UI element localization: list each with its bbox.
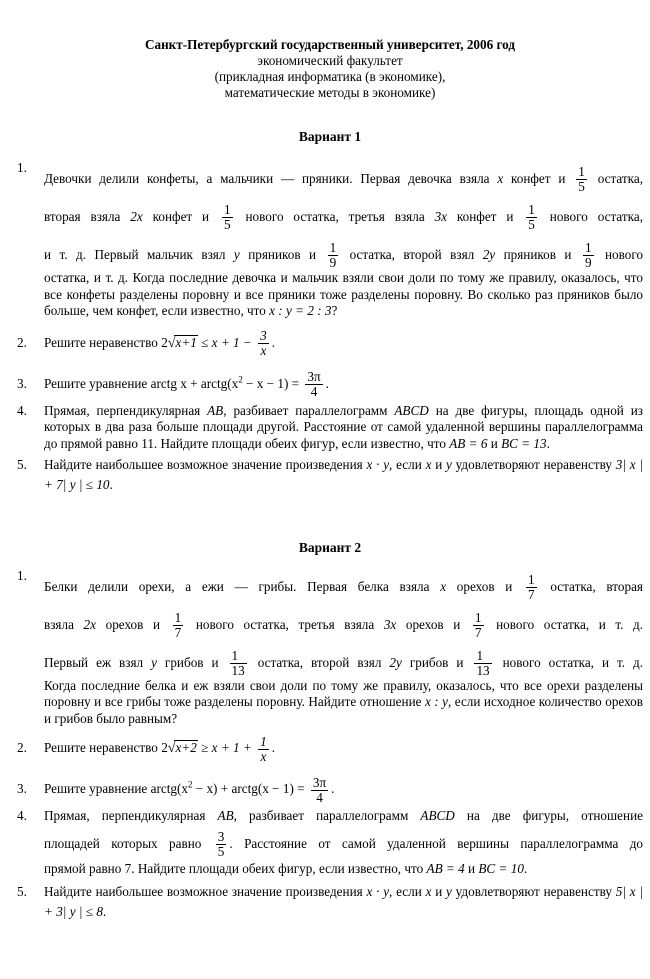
problem-number: 5. [17, 456, 27, 472]
var-y: y [151, 654, 157, 670]
condition: BC = 13 [501, 435, 547, 451]
problem-number: 4. [17, 402, 27, 418]
var-x: x [497, 171, 504, 186]
text: . [102, 903, 107, 919]
expr: 3x [434, 209, 448, 224]
problem-number: 2. [17, 334, 27, 350]
fraction: $\frac{3\pi}{4}$ [312, 774, 327, 805]
text: Решите неравенство [44, 740, 162, 756]
fraction: $\frac{1}{7}$ [174, 610, 182, 641]
var-y: y [446, 456, 452, 472]
text: Найдите наибольшее возможное значение произведения [44, 883, 367, 899]
expr: 2 [161, 740, 168, 756]
fraction: $\frac{1}{7}$ [528, 572, 535, 603]
text: остатка, второй взял [257, 654, 390, 670]
text: . [271, 740, 275, 756]
text: . [523, 860, 528, 876]
var-x: x [440, 578, 447, 594]
text: грибов и [401, 654, 464, 670]
text: . [546, 435, 550, 451]
expr: 2y [482, 247, 496, 262]
expr: 2x [130, 209, 143, 224]
text: . Расстояние от самой удаленной вершины параллелограмма до [229, 835, 643, 851]
radicand: x+2 [175, 740, 197, 756]
expr: ≥ x + 1 + [197, 740, 256, 756]
v2-problem-1 [17, 568, 643, 728]
fraction: $\frac{1}{9}$ [584, 240, 592, 271]
fraction: $\frac{3\pi}{4}$ [307, 369, 321, 400]
text: на две фигуры, отношение [454, 808, 643, 824]
problem-number: 1. [17, 567, 27, 583]
variant-1-problems [17, 160, 643, 495]
text: прямой равно 7. Найдите площади обеих фигур, если известно, что [44, 860, 427, 876]
v1-problem-2 [17, 326, 643, 361]
text: , если [389, 456, 426, 472]
text: площадей которых равно [44, 835, 202, 851]
condition: AB = 6 [449, 435, 488, 451]
text: пряников и [495, 247, 572, 262]
text: остатка, вторая [550, 578, 644, 594]
v1-problem-5 [17, 455, 643, 495]
inequality: 5| x | + 3| y | ≤ 8 [44, 883, 643, 919]
text: . [331, 781, 335, 797]
problem-number: 4. [17, 808, 27, 824]
text: Девочки делили конфеты, а мальчики — пряники. Первая девочка взяла [44, 171, 498, 186]
faculty-line: экономический факультет [257, 53, 403, 68]
specialization-line-2: математические методы в экономике) [224, 85, 436, 100]
variant-1-title: Вариант 1 [298, 129, 362, 144]
ratio: x : y = 2 : 3 [269, 303, 332, 319]
text: . [271, 334, 275, 350]
text: Первый еж взял [44, 654, 152, 670]
text: орехов и [96, 616, 161, 632]
fraction: $\frac{1}{5}$ [578, 164, 585, 195]
expr: 2y [389, 654, 402, 670]
text: Решите неравенство [44, 334, 162, 350]
text: нового остатка, [549, 209, 644, 224]
text: нового [604, 247, 644, 262]
text: и [431, 883, 447, 899]
text: конфет и [503, 171, 566, 186]
expr: x · y [366, 456, 390, 472]
text: Решите уравнение [44, 375, 151, 391]
text: и т. д. Первый мальчик взял [44, 247, 234, 262]
text: Прямая, перпендикулярная [44, 808, 218, 824]
text: удовлетворяют неравенству [451, 456, 616, 472]
v1-problem-3 [17, 367, 643, 401]
v2-problem-3 [17, 772, 643, 806]
text: и [431, 456, 447, 472]
fraction: $\frac{1}{13}$ [476, 648, 490, 679]
sqrt-icon: √ [167, 741, 176, 757]
document-header [17, 37, 643, 101]
specialization-line-1: (прикладная информатика (в экономике), [214, 69, 446, 84]
fraction: $\frac{3}{x}$ [260, 328, 267, 359]
text: нового остатка, и т. д. [496, 616, 644, 632]
fraction: $\frac{1}{13}$ [231, 648, 245, 679]
text: Решите уравнение [44, 781, 151, 797]
text: остатка, [597, 171, 644, 186]
v1-problem-4 [17, 403, 643, 453]
text: взяла [44, 616, 84, 632]
problem-number: 2. [17, 740, 27, 756]
condition: AB = 4 [426, 860, 465, 876]
expr: arctg x + arctg(x [150, 375, 239, 391]
text: , разбивает параллелограмм [223, 402, 395, 418]
text: конфет и [142, 209, 210, 224]
variant-2-problems [17, 568, 643, 922]
v2-problem-5 [17, 882, 643, 922]
sqrt-icon: √ [167, 335, 176, 351]
text: Найдите наибольшее возможное значение произведения [44, 456, 367, 472]
text: вторая взяла [44, 209, 131, 224]
var-x: x [425, 456, 432, 472]
problem-number: 1. [17, 160, 27, 175]
expr: AB [217, 808, 234, 824]
expr: 2x [83, 616, 96, 632]
v2-problem-4 [17, 808, 643, 877]
text: удовлетворяют неравенству [451, 883, 616, 899]
text: грибов и [156, 654, 219, 670]
text: на две фигуры, площадь одной из которых в два раза больше площади другой. Расстояние от самой удаленной вершины параллелограмма до прямой равно 11. Найдите площади обеих фигур, если известно, что [44, 402, 643, 451]
variant-2-title: Вариант 2 [298, 539, 362, 555]
expr: − x) + arctg(x − 1) = [192, 781, 308, 797]
text: Прямая, перпендикулярная [44, 402, 208, 418]
expr: ABCD [420, 808, 455, 824]
inequality: 3| x | + 7| y | ≤ 10 [44, 456, 643, 492]
expr: ≤ x + 1 − [197, 334, 256, 350]
fraction: $\frac{1}{x}$ [260, 733, 267, 764]
radicand: x+1 [175, 334, 197, 350]
expr: 3x [383, 616, 397, 632]
expr: arctg(x [150, 781, 188, 797]
v2-problem-2 [17, 731, 643, 766]
text: нового остатка, и т. д. [502, 654, 644, 670]
text: , разбивает параллелограмм [233, 808, 421, 824]
text: нового остатка, третья взяла [245, 209, 435, 224]
text: и [464, 860, 479, 876]
expr: x · y [366, 883, 390, 899]
university-title: Санкт-Петербургский государственный университет, 2006 год [144, 37, 516, 52]
text: остатка, и т. д. Когда последние девочка и мальчик взяли свои доли по тому же правилу, оказалось, что все конфеты разделены поровну и все пряники тоже разделены поровну. Во сколько раз пряников было больше, чем конфет, если известно, что [44, 270, 643, 319]
expr: 2 [161, 334, 168, 350]
var-y: y [233, 247, 240, 262]
fraction: $\frac{1}{5}$ [528, 202, 535, 233]
text: Когда последние белка и еж взяли свои доли по тому же правилу, оказалось, что все орехи разделены поровну и все грибы тоже разделены поровну. Найдите отношение [44, 677, 643, 710]
text: . [109, 476, 113, 492]
v1-problem-1 [17, 160, 643, 320]
expr: AB [207, 402, 224, 418]
fraction: $\frac{1}{7}$ [474, 610, 482, 641]
text: Белки делили орехи, а ежи — грибы. Первая белка взяла [44, 578, 441, 594]
condition: BC = 10 [478, 860, 524, 876]
document-page [0, 37, 650, 979]
text: конфет и [447, 209, 514, 224]
text: остатка, второй взял [349, 247, 483, 262]
text: ? [331, 303, 338, 319]
text: орехов и [396, 616, 461, 632]
expr: ABCD [394, 402, 429, 418]
ratio: x : y [424, 694, 448, 710]
fraction: $\frac{1}{9}$ [329, 240, 337, 271]
text: , если исходное количество орехов и грибов было равным? [44, 694, 643, 726]
exponent: 2 [187, 779, 193, 790]
var-y: y [446, 883, 452, 899]
text: и [487, 435, 502, 451]
exponent: 2 [238, 374, 243, 385]
text: . [325, 375, 329, 391]
expr: − x − 1) = [242, 375, 303, 391]
problem-number: 3. [17, 375, 27, 391]
text: пряников и [239, 247, 317, 262]
var-x: x [425, 883, 432, 899]
text: орехов и [446, 578, 513, 594]
problem-number: 3. [17, 781, 27, 797]
fraction: $\frac{1}{5}$ [224, 202, 231, 233]
fraction: $\frac{3}{5}$ [217, 829, 225, 860]
text: нового остатка, третья взяла [195, 616, 384, 632]
problem-number: 5. [17, 883, 27, 899]
text: , если [389, 883, 426, 899]
